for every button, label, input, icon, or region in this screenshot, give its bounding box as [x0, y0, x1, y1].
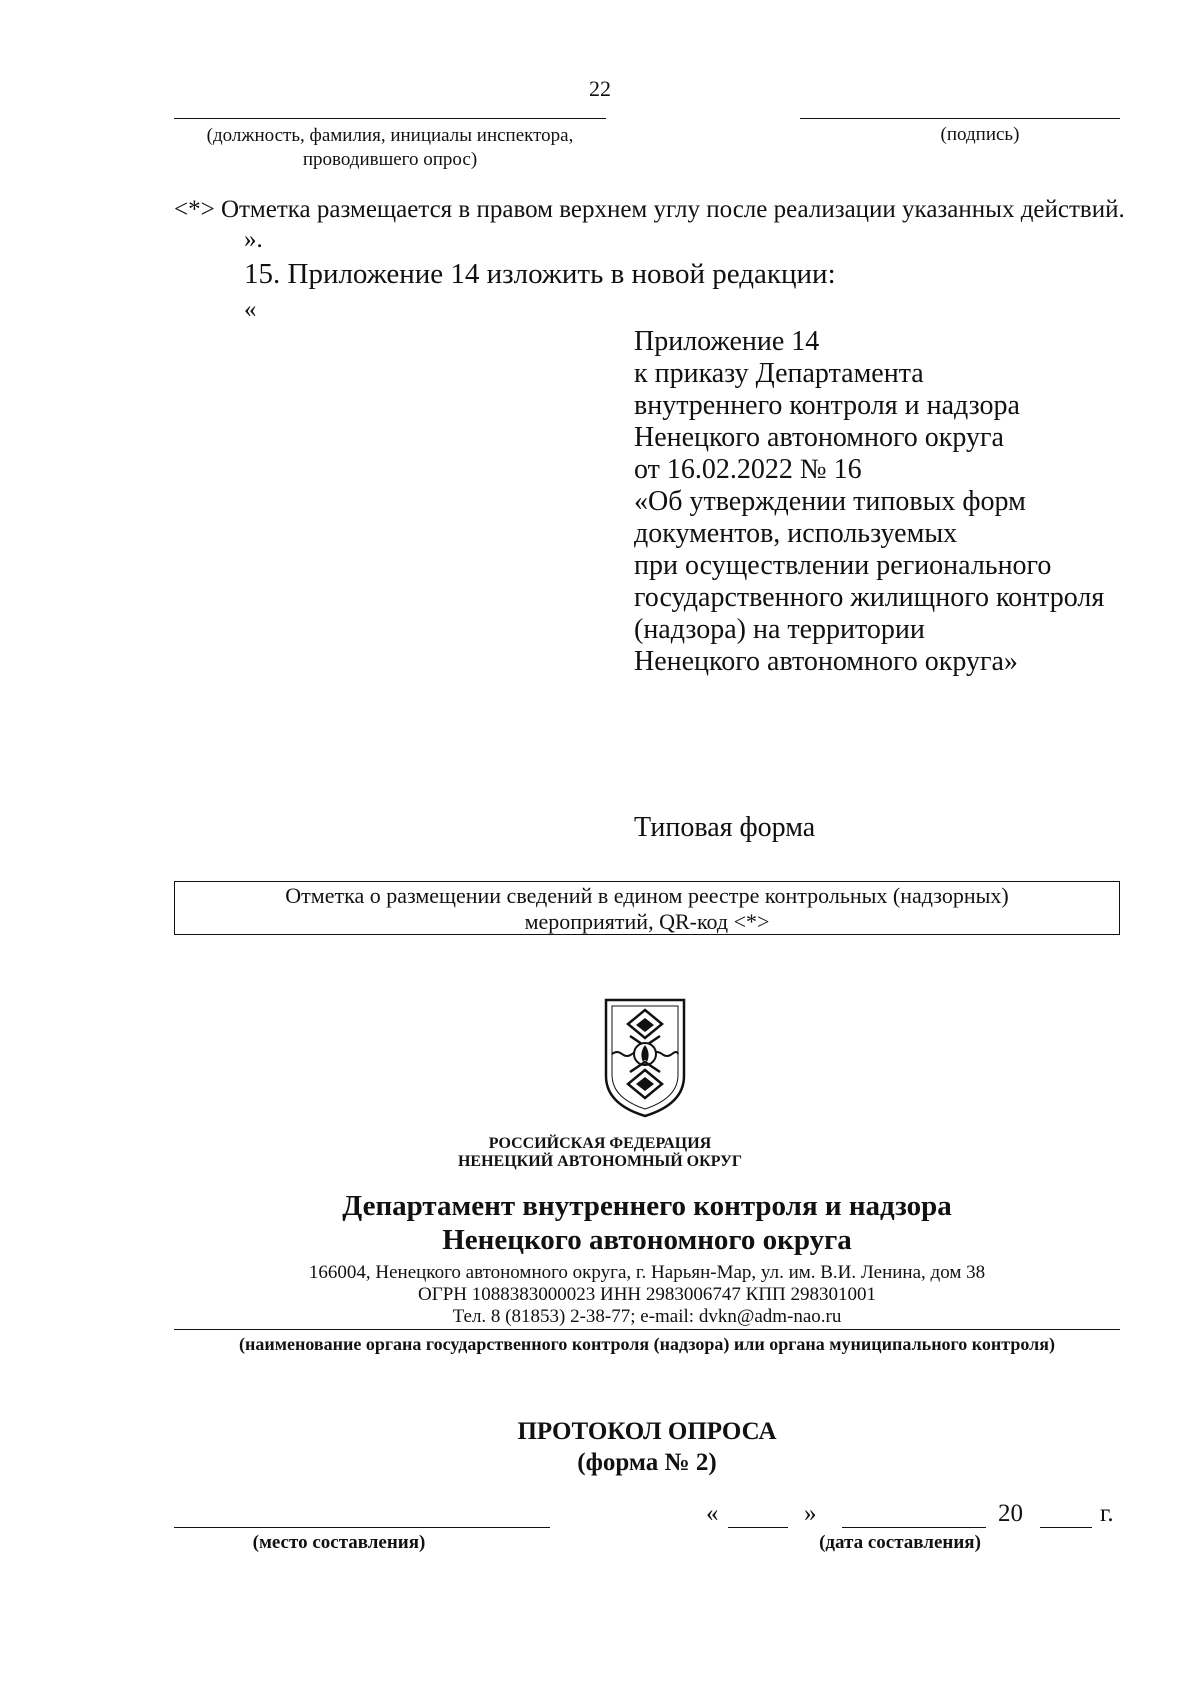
protocol-subtitle: (форма № 2) — [577, 1449, 717, 1476]
place-line — [174, 1527, 550, 1528]
registry-mark-box — [174, 881, 1120, 935]
attachment-line: при осуществлении регионального — [634, 550, 1052, 581]
department-address: 166004, Ненецкого автономного округа, г. Нарьян-Мар, ул. им. В.И. Ленина, дом 38 — [308, 1262, 986, 1283]
department-title-line1: Департамент внутреннего контроля и надзора — [342, 1190, 952, 1222]
department-caption: (наименование органа государственного контроля (надзора) или органа муниципального контроля) — [239, 1334, 1055, 1354]
coat-of-arms-icon — [600, 996, 690, 1120]
closing-quote: ». — [244, 226, 263, 253]
emblem-region: НЕНЕЦКИЙ АВТОНОМНЫЙ ОКРУГ — [457, 1153, 743, 1170]
place-caption: (место составления) — [252, 1532, 426, 1553]
attachment-line: государственного жилищного контроля — [634, 582, 1105, 613]
attachment-line: внутреннего контроля и надзора — [634, 390, 1020, 421]
date-caption: (дата составления) — [819, 1532, 981, 1553]
year-line — [1040, 1527, 1092, 1528]
emblem-country: РОССИЙСКАЯ ФЕДЕРАЦИЯ — [488, 1135, 712, 1152]
form-type-label: Типовая форма — [634, 812, 816, 843]
department-registration: ОГРН 1088383000023 ИНН 2983006747 КПП 298301001 — [417, 1284, 877, 1305]
attachment-line: (надзора) на территории — [634, 614, 925, 645]
month-line — [842, 1527, 986, 1528]
opening-quote: « — [244, 296, 257, 323]
signature-line — [800, 118, 1120, 119]
year-prefix: 20 — [998, 1500, 1023, 1527]
attachment-line: Ненецкого автономного округа» — [634, 646, 1018, 677]
department-underline — [174, 1329, 1120, 1330]
attachment-header — [634, 326, 1104, 678]
page-number: 22 — [589, 76, 611, 101]
attachment-line: от 16.02.2022 № 16 — [634, 454, 862, 485]
signature-caption: (подпись) — [940, 124, 1020, 145]
registry-box-line1: Отметка о размещении сведений в едином реестре контрольных (надзорных) — [285, 883, 1009, 908]
registry-box-line2: мероприятий, QR-код <*> — [524, 909, 770, 934]
inspector-caption: (должность, фамилия, инициалы инспектора, проводившего опрос) — [206, 125, 574, 170]
attachment-line: к приказу Департамента — [634, 358, 924, 389]
department-title-line2: Ненецкого автономного округа — [442, 1224, 852, 1256]
attachment-line: «Об утверждении типовых форм — [634, 486, 1026, 517]
attachment-line: документов, используемых — [634, 518, 958, 549]
item-15: 15. Приложение 14 изложить в новой редакции: — [244, 258, 836, 290]
year-suffix: г. — [1100, 1500, 1114, 1527]
attachment-line: Приложение 14 — [634, 326, 820, 357]
inspector-signature-line — [174, 118, 606, 119]
footnote: <*> Отметка размещается в правом верхнем углу после реализации указанных действий. — [174, 196, 1125, 223]
attachment-line: Ненецкого автономного округа — [634, 422, 1004, 453]
protocol-title: ПРОТОКОЛ ОПРОСА — [517, 1418, 777, 1445]
department-contacts: Тел. 8 (81853) 2-38-77; e-mail: dvkn@adm-nao.ru — [452, 1306, 842, 1327]
date-close-quote: » — [804, 1500, 817, 1527]
day-line — [728, 1527, 788, 1528]
date-open-quote: « — [706, 1500, 719, 1527]
